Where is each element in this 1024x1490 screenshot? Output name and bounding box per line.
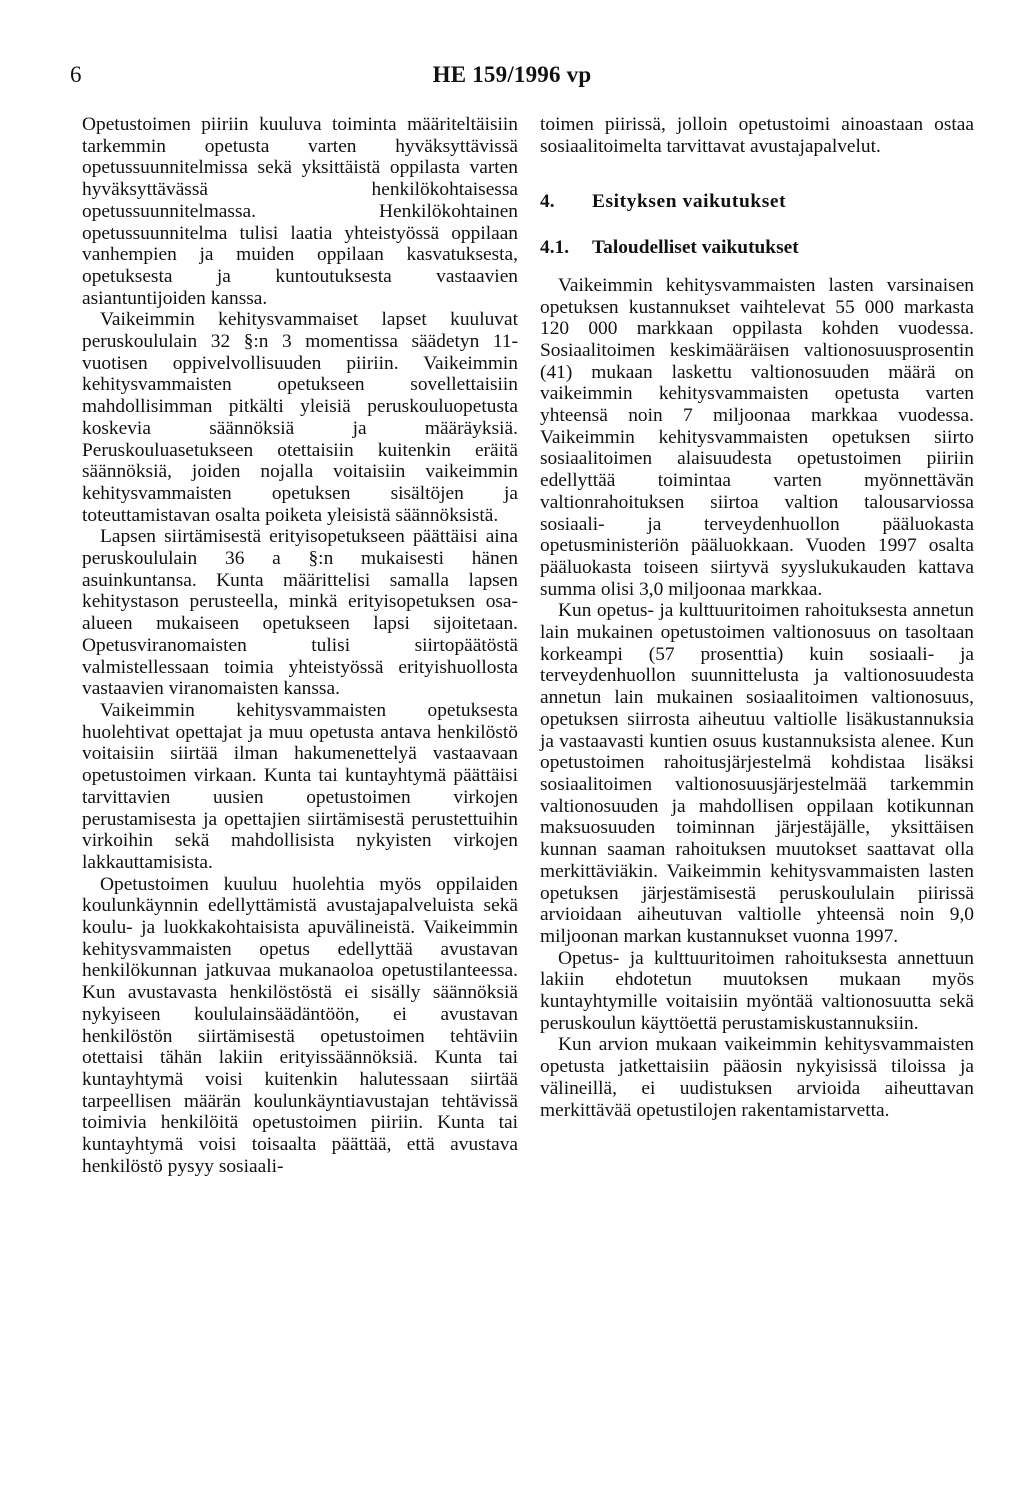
section-heading xyxy=(540,191,974,213)
paragraph: Kun opetus- ja kulttuuritoimen rahoituksesta annetun lain mukainen opetustoimen valtionosuus on tasoltaan korkeampi (57 prosenttia) kuin sosiaali- ja terveydenhuollon suunnittelusta ja valtionosuudesta annetun lain mukainen sosiaalitoimen valtionosuus, opetuksen siirrosta aiheutuu valtiolle lisäkustannuksia ja vastaavasti kuntien osuus kustannuksista alenee. Kun opetustoimen rahoitusjärjestelmä kohdistaa lisäksi sosiaalitoimen valtionosuusjärjestelmää tarkemmin valtionosuuden ja mahdollisen oppilaan kotikunnan maksuosuuden toiminnan järjestäjälle, yksittäisen kunnan saaman rahoituksen muutokset saattavat olla merkittäviäkin. Vaikeimmin kehitysvammaisten lasten opetuksen järjestämisestä peruskoululain piirissä arvioidaan aiheutuvan valtiolle yhteensä noin 9,0 miljoonan markan kustannukset vuonna 1997. xyxy=(540,600,974,947)
left-column xyxy=(82,114,518,1177)
right-column xyxy=(540,114,974,1121)
paragraph: Vaikeimmin kehitysvammaisten opetuksesta huolehtivat opettajat ja muu opetusta antava henkilöstö voitaisiin siirtää ilman hakumenettelyä vastaavaan opetustoimen virkaan. Kunta tai kuntayhtymä päättäisi tarvittavien uusien opetustoimen virkojen perustamisesta ja opettajien siirtämisestä perustettuihin virkoihin sekä mahdollisista nykyisten virkojen lakkauttamisista. xyxy=(82,699,518,873)
paragraph: Vaikeimmin kehitysvammaiset lapset kuuluvat peruskoululain 32 §:n 3 momentissa säädetyn 11-vuotisen oppivelvollisuuden piiriin. Vaikeimmin kehitysvammaisten opetukseen sovellettaisiin mahdollisimman pitkälti yleisiä peruskouluopetusta koskevia säännöksiä ja määräyksiä. Peruskouluasetukseen otettaisiin kuitenkin eräitä säännöksiä, joiden nojalla voitaisiin vaikeimmin kehitysvammaisten opetuksen sisältöjen ja toteuttamistavan osalta poiketa yleisistä säännöksistä. xyxy=(82,309,518,526)
running-head: HE 159/1996 vp xyxy=(432,62,592,87)
section-title: Esityksen vaikutukset xyxy=(592,191,787,213)
paragraph: Kun arvion mukaan vaikeimmin kehitysvammaisten opetusta jatkettaisiin pääosin nykyisissä tiloissa ja välineillä, ei uudistuksen arvioida aiheuttavan merkittävää opetustilojen rakentamistarvetta. xyxy=(540,1034,974,1121)
section-number: 4. xyxy=(540,191,555,213)
subsection-heading xyxy=(540,237,974,259)
paragraph: Opetustoimen kuuluu huolehtia myös oppilaiden koulunkäynnin edellyttämistä avustajapalveluista sekä koulu- ja luokkakohtaisista apuvälineistä. Vaikeimmin kehitysvammaisten opetus edellyttää avustavan henkilökunnan jatkuvaa mukanaoloa opetustilanteessa. Kun avustavasta henkilöstöstä ei sisälly säännöksiä nykyiseen koululainsäädäntöön, ei avustavan henkilöstön siirtämisestä opetustoimen tehtäviin otettaisi tähän lakiin erityissäännöksiä. Kunta tai kuntayhtymä voisi kuitenkin halutessaan siirtää tarpeellisen määrän koulunkäyntiavustajan tehtävissä toimivia henkilöitä opetustoimen piiriin. Kunta tai kuntayhtymä voisi toisaalta päättää, että avustava henkilöstö pysyy sosiaali- xyxy=(82,873,518,1177)
subsection-title: Taloudelliset vaikutukset xyxy=(592,237,799,259)
paragraph-continuation: toimen piirissä, jolloin opetustoimi ainoastaan ostaa sosiaalitoimelta tarvittavat avustajapalvelut. xyxy=(540,114,974,157)
paragraph: Lapsen siirtämisestä erityisopetukseen päättäisi aina peruskoululain 36 a §:n mukaisesti hänen asuinkuntansa. Kunta määrittelisi samalla lapsen kehitystason perusteella, minkä erityisopetuksen osa-alueen mukaiseen opetukseen lapsi sijoitetaan. Opetusviranomaisten tulisi siirtopäätöstä valmistellessaan toimia yhteistyössä erityishuollosta vastaavien viranomaisten kanssa. xyxy=(82,526,518,700)
subsection-number: 4.1. xyxy=(540,237,570,259)
paragraph: Opetus- ja kulttuuritoimen rahoituksesta annettuun lakiin ehdotetun muutoksen mukaan myös kuntayhtymille voitaisiin myöntää valtionosuutta sekä peruskoulun käyttöettä perustamiskustannuksiin. xyxy=(540,947,974,1034)
page-number: 6 xyxy=(70,62,82,87)
paragraph: Vaikeimmin kehitysvammaisten lasten varsinaisen opetuksen kustannukset vaihtelevat 55 000 markasta 120 000 markkaan oppilasta kohden vuodessa. Sosiaalitoimen keskimääräisen valtionosuusprosentin (41) mukaan laskettu valtionosuuden määrä on vaikeimmin kehitysvammaisten opetusta varten yhteensä noin 7 miljoonaa markkaa vuodessa. Vaikeimmin kehitysvammaisten opetuksen siirto sosiaalitoimen alaisuudesta opetustoimen piiriin edellyttää toimintaa varten myönnettävän valtionrahoituksen siirtoa valtion talousarviossa sosiaali- ja terveydenhuollon pääluokasta opetusministeriön pääluokkaan. Vuoden 1997 osalta pääluokasta toiseen siirtyvä syyslukukauden kattava summa olisi 3,0 miljoonaa markkaa. xyxy=(540,274,974,600)
paragraph: Opetustoimen piiriin kuuluva toiminta määriteltäisiin tarkemmin opetusta varten hyväksyttävissä opetussuunnitelmissa sekä yksittäistä oppilasta varten hyväksyttävässä henkilökohtaisessa opetussuunnitelmassa. Henkilökohtainen opetussuunnitelma tulisi laatia yhteistyössä oppilaan vanhempien ja muiden oppilaan kasvatuksesta, opetuksesta ja kuntoutuksesta vastaavien asiantuntijoiden kanssa. xyxy=(82,114,518,309)
